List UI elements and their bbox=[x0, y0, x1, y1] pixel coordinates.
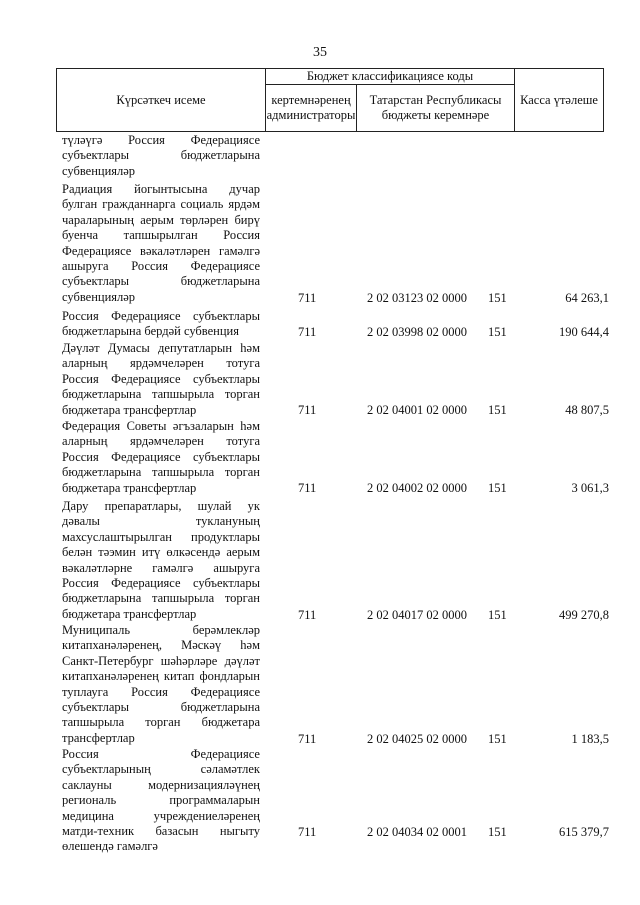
admin-code: 711 bbox=[298, 824, 317, 839]
budget-code: 2 02 04025 02 0000 bbox=[367, 731, 467, 746]
indicator-text: Радиация йогынтысына дучар булган гражданнарга социаль ярдәм чараларының аерым төрләрен бирү буенча тапшырылган Россия Федерациясе вәкаләтләрен гамәлгә ашыруга Россия Федерациясе субъектлары бюджетларына субвенцияләр bbox=[62, 182, 260, 304]
budget-code: 2 02 03123 02 0000 bbox=[367, 290, 467, 305]
page-number: 35 bbox=[313, 45, 327, 60]
header-amount bbox=[514, 68, 604, 132]
table-row bbox=[0, 747, 640, 854]
header-indicator-label: Күрсәткеч исеме bbox=[116, 92, 206, 107]
admin-code: 711 bbox=[298, 324, 317, 339]
amount-value: 3 061,3 bbox=[571, 480, 609, 495]
budget-subcode: 151 bbox=[488, 402, 507, 417]
budget-subcode: 151 bbox=[488, 607, 507, 622]
indicator-text: түләүгә Россия Федерациясе субъектлары бюджетларына субвенцияләр bbox=[62, 133, 260, 178]
table-row bbox=[0, 341, 640, 418]
table-row bbox=[0, 182, 640, 306]
budget-code: 2 02 04002 02 0000 bbox=[367, 480, 467, 495]
header-budget-revenue bbox=[356, 84, 515, 132]
admin-code: 711 bbox=[298, 290, 317, 305]
amount-value: 64 263,1 bbox=[565, 290, 609, 305]
indicator-text: Россия Федерациясе субъектларының сәламәтлек саклауны модернизацияләүнең региональ программаларын медицина учреждениеләренең матди-техник базасын ныгыту өлешендә гамәлгә bbox=[62, 747, 260, 854]
budget-code: 2 02 04017 02 0000 bbox=[367, 607, 467, 622]
header-budget-revenue-label: Татарстан Республикасы бюджеты керемнәре bbox=[369, 93, 502, 122]
header-admin-label: кертемнәренең администраторы bbox=[266, 93, 356, 122]
budget-code: 2 02 04001 02 0000 bbox=[367, 402, 467, 417]
header-admin bbox=[265, 84, 357, 132]
indicator-text: Федерация Советы әгъзаларын һәм аларның ярдәмчеләрен тотуга Россия Федерациясе субъектлары бюджетларына тапшырыла торган бюджетара трансфертлар bbox=[62, 419, 260, 495]
indicator-text: Муниципаль берәмлекләр китапханәләренең, Мәскәү һәм Санкт-Петербург шәһәрләре дәүләт китапханәләренең китап фондларын туплауга Россия Федерациясе субъектлары бюджетларына тапшырыла торган бюджетара трансфертлар bbox=[62, 623, 260, 745]
table-row bbox=[0, 309, 640, 340]
header-codes-group: Бюджет классификациясе коды bbox=[265, 68, 515, 85]
budget-subcode: 151 bbox=[488, 824, 507, 839]
indicator-text: Дәүләт Думасы депутатларын һәм аларның ярдәмчеләрен тотуга Россия Федерациясе субъектлары бюджетларына тапшырыла торган бюджетара трансфертлар bbox=[62, 341, 260, 417]
header-amount-label: Касса үтәлеше bbox=[520, 92, 598, 107]
indicator-text: Россия Федерациясе субъектлары бюджетларына бердәй субвенция bbox=[62, 309, 260, 339]
admin-code: 711 bbox=[298, 480, 317, 495]
budget-code: 2 02 03998 02 0000 bbox=[367, 324, 467, 339]
admin-code: 711 bbox=[298, 731, 317, 746]
table-row bbox=[0, 499, 640, 623]
table-row bbox=[0, 623, 640, 747]
amount-value: 48 807,5 bbox=[565, 402, 609, 417]
admin-code: 711 bbox=[298, 607, 317, 622]
amount-value: 190 644,4 bbox=[559, 324, 609, 339]
indicator-text: Дару препаратлары, шулай ук дәвалы туклануның махсуслаштырылган продуктлары белән тәэмин итү өлкәсендә аерым вәкаләтләрне гамәлгә ашыруга Россия Федерациясе субъектлары бюджетларына тапшырыла торган бюджетара трансфертлар bbox=[62, 499, 260, 621]
amount-value: 615 379,7 bbox=[559, 824, 609, 839]
budget-code: 2 02 04034 02 0001 bbox=[367, 824, 467, 839]
budget-subcode: 151 bbox=[488, 324, 507, 339]
amount-value: 499 270,8 bbox=[559, 607, 609, 622]
header-indicator bbox=[56, 68, 266, 132]
budget-subcode: 151 bbox=[488, 480, 507, 495]
table-row bbox=[0, 133, 640, 179]
budget-subcode: 151 bbox=[488, 731, 507, 746]
table-row bbox=[0, 419, 640, 496]
admin-code: 711 bbox=[298, 402, 317, 417]
budget-subcode: 151 bbox=[488, 290, 507, 305]
amount-value: 1 183,5 bbox=[571, 731, 609, 746]
